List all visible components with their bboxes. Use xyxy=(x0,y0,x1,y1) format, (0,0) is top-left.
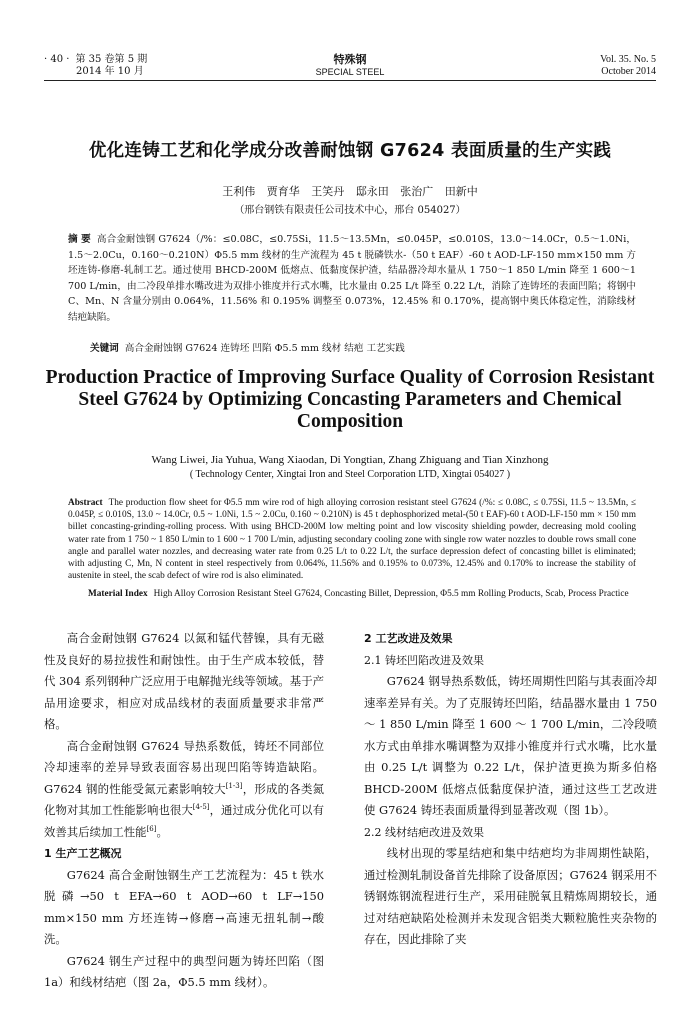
title-en: Production Practice of Improving Surface Quality of Corrosion Resistant Steel G7624 by Optimizing Concasting Parameters and Chemical Composition xyxy=(45,367,655,432)
date-cn: 2014 年 10 月 xyxy=(76,66,144,77)
date-en: October 2014 xyxy=(601,66,656,77)
affiliation-en: ( Technology Center, Xingtai Iron and Steel Corporation LTD, Xingtai 054027 ) xyxy=(189,469,511,480)
keywords-en-text: High Alloy Corrosion Resistant Steel G7624, Concasting Billet, Depression, Φ5.5 mm Rolling Products, Scab, Process Practice xyxy=(153,589,629,599)
section-heading: 1 生产工艺概况 xyxy=(44,847,122,860)
paragraph-text: ，形成的各类氮化物对其加工性能影响也很大 xyxy=(44,781,324,817)
paragraph xyxy=(44,736,324,844)
paragraph-text: ，通过成分优化可以有效善其后续加工性能 xyxy=(44,803,324,839)
authors-cn: 王利伟 贾育华 王笑丹 邸永田 张治广 田新中 xyxy=(222,185,478,198)
keywords-cn-label: 关键词 xyxy=(90,343,119,354)
abstract-en-text: The production flow sheet for Φ5.5 mm wire rod of high alloying corrosion resistant steel G7624 (/%: ≤ 0.08C, ≤ 0.75Si, 11.5 ~ 13.5Mn, ≤ 0.045P, ≤ 0.010S, 13.0 ~ 14.0Cr, 0.5 ~ 1.0Ni, 1.5 ~ 2.0Cu, 0.160 ~ 0.210N) is 45 t dephosphorized metal-(50 t EAF)-60 t AOD-LF-150 mm × 150 mm billet concasting-grinding-rolling process. With using BHCD-200M low melting point and low viscosity shielding powder, decreasing mold cooling water rate from 1 750 ~ 1 850 L/min to 1 600 ~ 1 700 L/min, adjusting secondary cooling zone with single row water nozzles to double rows small cone angle and parallel water nozzles, and decreasing water rate from 0.25 L/t to 0.22 L/t, the surface depression defect of concasting billet is eliminated; with adjusting C, Mn, N content in steel respectively from 0.064%, 11.56% and 0.195% to 0.073%, 12.45% and 0.170% to increase the stability of austenite in steel, the scab defect of wire rod is also eliminated. xyxy=(68,498,636,582)
paragraph: G7624 高合金耐蚀钢生产工艺流程为：45 t 铁水脱磷→50 t EFA→60 t AOD→60 t LF→150 mm×150 mm 方坯连铸→修磨→高速无扭轧制→酸洗。 xyxy=(44,867,324,946)
citation: [6] xyxy=(146,824,157,833)
header-center xyxy=(44,54,656,78)
paragraph-text: 。 xyxy=(156,824,168,839)
body-left-column xyxy=(44,628,324,994)
keywords-cn xyxy=(90,340,636,354)
title-cn: 优化连铸工艺和化学成分改善耐蚀钢 G7624 表面质量的生产实践 xyxy=(88,141,612,161)
citation: [1-3] xyxy=(225,781,243,790)
paragraph-text: 高合金耐蚀钢 G7624 导热系数低，铸坯不同部位冷却速率的差异导致表面容易出现凹陷等铸造缺陷。G7624 钢的性能受氮元素影响较大 xyxy=(44,738,324,796)
keywords-en xyxy=(68,588,636,600)
page-number: · 40 · xyxy=(44,54,70,65)
keywords-cn-text: 高合金耐蚀钢 G7624 连铸坯 凹陷 Φ5.5 mm 线材 结疤 工艺实践 xyxy=(124,343,405,354)
subsection-heading: 2.2 线材结疤改进及效果 xyxy=(364,825,484,839)
affiliation-cn: （邢台钢铁有限责任公司技术中心，邢台 054027） xyxy=(234,205,466,216)
page-header xyxy=(44,52,656,81)
abstract-cn-text: 高合金耐蚀钢 G7624（/%：≤0.08C，≤0.75Si，11.5～13.5Mn，≤0.045P，≤0.010S，13.0～14.0Cr，0.5～1.0Ni，1.5～2.0Cu，0.160～0.210N）Φ5.5 mm 线材的生产流程为 45 t 脱磷铁水-（50 t EAF）-60 t AOD-LF-150 mm×150 mm 方坯连铸-修磨-轧制工艺。通过使用 BHCD-200M 低熔点、低黏度保护渣，结晶器冷却水量从 1 750～1 850 L/min 降至 1 600～1 700 L/min，由二冷段单排水嘴改进为双排小锥度并行式水嘴，比水量由 0.25 L/t 降至 0.22 L/t，消除了连铸坯的表面凹陷；将钢中 C、Mn、N 含量分别由 0.064%，11.56% 和 0.195% 调整至 0.073%，12.45% 和 0.170%，提高钢中奥氏体稳定性，消除线材结疤缺陷。 xyxy=(68,234,636,323)
journal-cn: 特殊钢 xyxy=(333,53,367,66)
abstract-en xyxy=(68,497,636,582)
journal-en: SPECIAL STEEL xyxy=(315,67,385,77)
paragraph: 高合金耐蚀钢 G7624 以氮和锰代替镍，具有无磁性及良好的易拉拔性和耐蚀性。由于生产成本较低，替代 304 系列钢种广泛应用于电解抛光线等领域。基于产品用途要求，相应对成品线材的表面质量要求非常严格。 xyxy=(44,631,324,731)
abstract-cn xyxy=(68,232,636,326)
subsection-heading: 2.1 铸坯凹陷改进及效果 xyxy=(364,653,484,667)
keywords-en-label: Material Index xyxy=(88,589,148,599)
paragraph: 线材出现的零星结疤和集中结疤均为非周期性缺陷，通过检测轧制设备首先排除了设备原因；G7624 钢采用不锈钢炼钢流程进行生产，采用硅脱氧且精炼周期较长，通过对结疤缺陷处检测并未发现含铝类大颗粒脆性夹杂物的存在，因此排除了夹 xyxy=(364,846,657,946)
paragraph: G7624 钢导热系数低，铸坯周期性凹陷与其表面冷却速率差异有关。为了克服铸坯凹陷，结晶器水量由 1 750 ～ 1 850 L/min 降至 1 600 ～ 1 700 L/min，二冷段喷水方式由单排水嘴调整为双排小锥度并行式水嘴，比水量由 0.25 L/t 调整为 0.22 L/t，保护渣更换为斯多伯格 BHCD-200M 低熔点低黏度保护渣，通过这些工艺改进使 G7624 铸坯表面质量得到显著改观（图 1b）。 xyxy=(364,674,657,817)
abstract-cn-label: 摘 要 xyxy=(68,234,91,245)
paragraph: G7624 钢生产过程中的典型问题为铸坯凹陷（图 1a）和线材结疤（图 2a，Φ5.5 mm 线材）。 xyxy=(44,953,324,989)
header-right xyxy=(600,54,656,78)
volume-en: Vol. 35. No. 5 xyxy=(600,54,656,65)
citation: [4-5] xyxy=(192,803,210,812)
abstract-en-label: Abstract xyxy=(68,498,103,508)
body-right-column xyxy=(364,628,657,951)
section-heading: 2 工艺改进及效果 xyxy=(364,632,453,645)
issue-cn: 第 35 卷第 5 期 xyxy=(75,54,148,65)
authors-en: Wang Liwei, Jia Yuhua, Wang Xiaodan, Di Yongtian, Zhang Zhiguang and Tian Xinzhong xyxy=(151,454,549,466)
